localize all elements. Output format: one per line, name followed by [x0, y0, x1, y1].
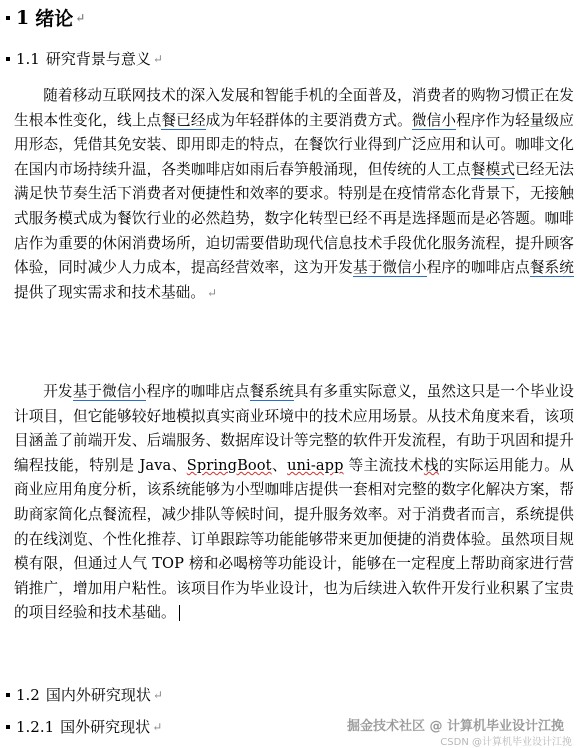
text-run: uni-app: [287, 456, 344, 474]
heading-number: 1.1: [16, 49, 40, 68]
paragraph-mark-icon: ↵: [152, 719, 163, 734]
heading-bullet: [6, 57, 10, 61]
text-run: 基于微信小: [72, 383, 147, 400]
paragraph-significance[interactable]: [14, 380, 574, 626]
text-run: 程序的咖啡店点: [146, 383, 250, 400]
text-run: 开发: [43, 383, 73, 400]
text-run: 程序的咖啡店点: [426, 259, 530, 277]
heading-number: 1.2.1: [16, 717, 55, 736]
heading-number: 1.2: [16, 685, 40, 704]
paragraph-mark-icon: ↵: [75, 10, 86, 25]
text-run: 餐模式: [470, 160, 516, 178]
paragraph-background[interactable]: [14, 84, 574, 305]
watermark: 掘金技术社区 @ 计算机毕业设计江挽: [346, 719, 564, 734]
watermark-sub: CSDN @计算机毕业设计江挽: [440, 737, 572, 748]
heading-title: 国内外研究现状: [45, 686, 151, 704]
text-run: 基于微信小: [352, 259, 427, 277]
heading-title: 研究背景与意义: [45, 50, 151, 68]
heading-1-1[interactable]: [6, 48, 163, 69]
text-run: 程序作为轻量级应用形态，凭借其免安装、即用即走的特点，在餐饮行业得到广泛应用和认可。咖啡文化在国内市场持续升温，各类咖啡店如雨后春笋般涌现，但传统的人工点: [14, 111, 574, 178]
heading-bullet: [6, 16, 10, 20]
text-cursor: [179, 605, 180, 621]
text-run: 餐已经: [161, 111, 206, 129]
text-run: 成为年轻群体的主要消费方式。: [205, 111, 412, 129]
heading-1[interactable]: [6, 4, 85, 31]
text-run: 随着移动互联网技术的深入发展和智能手机的全面普及，消费者的购物习惯正在发生根本性变化，线上点: [14, 87, 574, 129]
text-run: 提供了现实需求和技术基础。: [14, 283, 206, 301]
heading-bullet: [6, 693, 10, 697]
text-run: SpringBoot: [186, 456, 272, 474]
text-run: 具有多重实际意义，虽然这只是一个毕业设计项目，但它能够较好地模拟真实商业环境中的技术应用场景。从技术角度来看，该项目涵盖了前端开发、后端服务、数据库设计等完整的软件开发流程，有助于巩固和提升编程技能，特别是 Java、: [14, 383, 574, 474]
heading-bullet: [6, 725, 10, 729]
paragraph-mark-icon: ↵: [152, 51, 163, 66]
text-run: 微信小: [411, 111, 457, 129]
paragraph-mark-icon: ↵: [152, 687, 163, 702]
text-run: 已经无法满足快节奏生活下消费者对便捷性和效率的要求。特别是在疫情常态化背景下，无接触式服务模式成为餐饮行业的必然趋势，数字化转型已经不再是选择题而是必答题。咖啡店作为重要的休闲消费场所，迫切需要借助现代信息技术手段优化服务流程，提升顾客体验，同时减少人力成本，提高经营效率，这为开发: [14, 160, 574, 277]
paragraph-mark-icon: ↵: [207, 285, 218, 300]
text-run: 餐系统: [529, 259, 574, 277]
text-run: 、: [271, 456, 288, 474]
heading-number: 1: [16, 6, 30, 29]
heading-1-2-1[interactable]: [6, 716, 162, 737]
text-run: 栈: [423, 456, 439, 474]
text-run: 的实际运用能力。从商业应用角度分析，该系统能够为小型咖啡店提供一套相对完整的数字化解决方案，帮助商家简化点餐流程，减少排队等候时间，提升服务效率。对于消费者而言，系统提供的在线浏览、个性化推荐、订单跟踪等功能能够带来更加便捷的消费体验。虽然项目规模有限，但通过人气 TOP 榜和必喝榜等功能设计，能够在一定程度上帮助商家进行营销推广，增加用户粘性。该项目作为毕业设计，也为后续进入软件开发行业积累了宝贵的项目经验和技术基础。: [14, 456, 574, 622]
text-run: 餐系统: [249, 383, 294, 400]
heading-title: 国外研究现状: [60, 718, 151, 736]
text-run: 等主流技术: [343, 456, 424, 474]
heading-1-2[interactable]: [6, 684, 163, 705]
heading-title: 绪论: [35, 8, 74, 30]
